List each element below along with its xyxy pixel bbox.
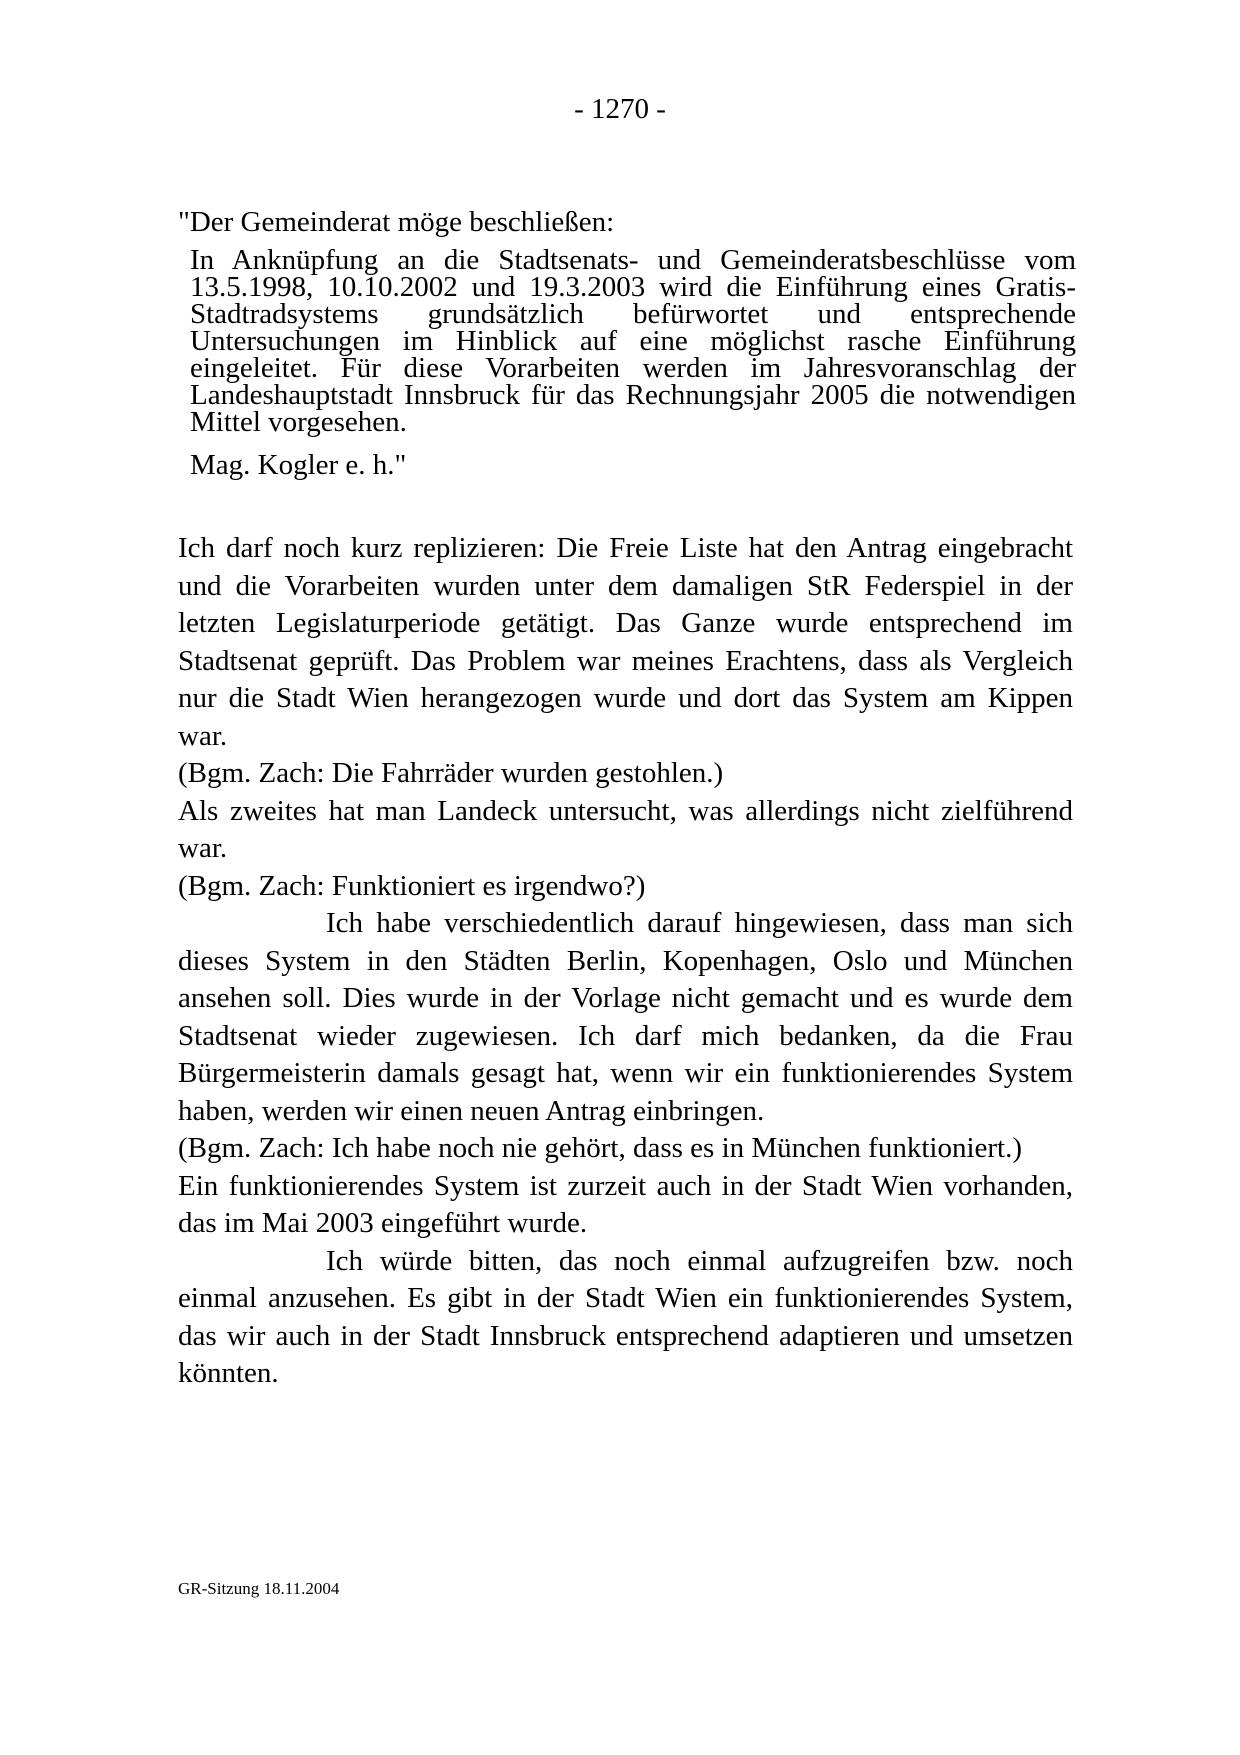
motion-signature: Mag. Kogler e. h." [190,449,407,481]
interjection: (Bgm. Zach: Die Fahrräder wurden gestohlen.) [178,757,724,789]
interjection: (Bgm. Zach: Funktioniert es irgendwo?) [178,869,646,902]
speech-paragraph: Ich würde bitten, das noch einmal aufzugreifen bzw. noch einmal anzusehen. Es gibt in der Stadt Wien ein funktionierendes System, das wir auch in der Stadt Innsbruck entsprechend adaptieren und umsetzen könnten. [178,1244,1073,1389]
motion-body: In Anknüpfung an die Stadtsenats- und Gemeinderatsbeschlüsse vom 13.5.1998, 10.10.2002 und 19.3.2003 wird die Einführung eines Gratis-Stadtradsystems grundsätzlich befürwortet und entsprechende Untersuchungen im Hinblick auf eine möglichst rasche Einführung eingeleitet. Für diese Vorarbeiten werden im Jahresvoranschlag der Landeshauptstadt Innsbruck für das Rechnungsjahr 2005 die notwendigen Mittel vorgesehen. [190,244,1076,438]
speech-text [178,530,1073,1393]
motion-intro: "Der Gemeinderat möge beschließen: [178,206,615,238]
page-number: - 1270 - [574,93,666,125]
footer-session-date: GR-Sitzung 18.11.2004 [178,1579,340,1598]
speech-paragraph: Ich darf noch kurz replizieren: Die Freie Liste hat den Antrag eingebracht und die Vorarbeiten wurden unter dem damaligen StR Federspiel in der letzten Legislaturperiode getätigt. Das Ganze wurde entsprechend im Stadtsenat geprüft. Das Problem war meines Erachtens, dass als Vergleich nur die Stadt Wien herangezogen wurde und dort das System am Kippen war. [178,532,1073,752]
speech-paragraph: Ein funktionierendes System ist zurzeit auch in der Stadt Wien vorhanden, das im Mai 2003 eingeführt wurde. [178,1169,1073,1239]
motion-quote [178,205,1076,482]
interjection: (Bgm. Zach: Ich habe noch nie gehört, dass es in München funktioniert.) [178,1132,1022,1164]
speech-paragraph: Ich habe verschiedentlich darauf hingewiesen, dass man sich dieses System in den Städten Berlin, Kopenhagen, Oslo und München ansehen soll. Dies wurde in der Vorlage nicht gemacht und es wurde dem Stadtsenat wieder zugewiesen. Ich darf mich bedanken, da die Frau Bürgermeisterin damals gesagt hat, wenn wir ein funktionierendes System haben, werden wir einen neuen Antrag einbringen. [178,907,1073,1127]
speech-paragraph: Als zweites hat man Landeck untersucht, was allerdings nicht zielführend war. [178,794,1073,864]
